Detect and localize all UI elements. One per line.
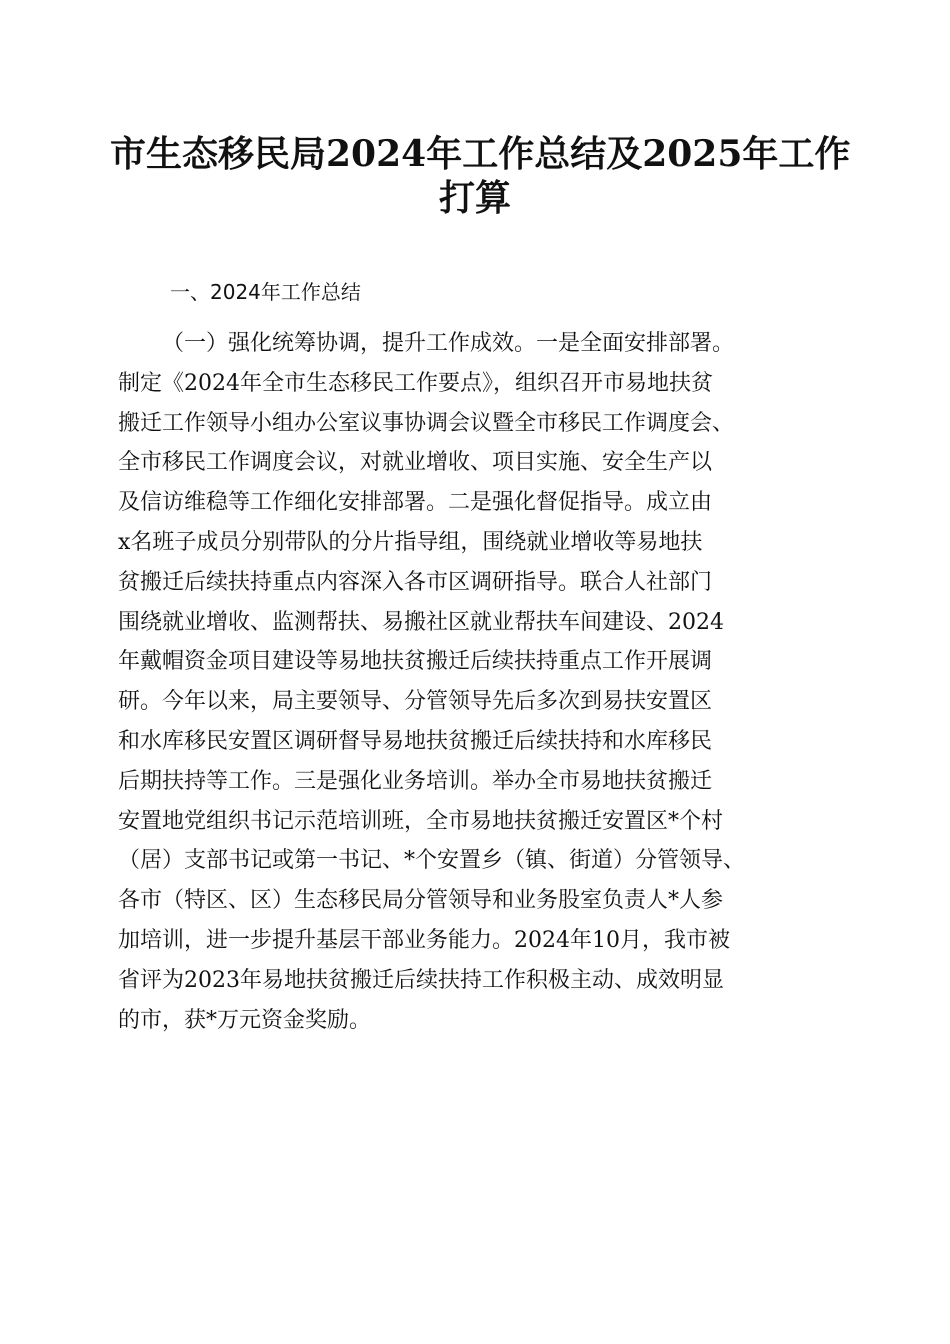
paragraph-line: 年戴帽资金项目建设等易地扶贫搬迁后续扶持重点工作开展调	[118, 649, 713, 675]
paragraph-line: 和水库移民安置区调研督导易地扶贫搬迁后续扶持和水库移民	[118, 728, 713, 754]
paragraph-line: 研。今年以来，局主要领导、分管领导先后多次到易扶安置区	[118, 689, 713, 715]
paragraph	[118, 324, 838, 1040]
paragraph-line: （居）支部书记或第一书记、*个安置乡（镇、街道）分管领导、	[118, 848, 746, 874]
paragraph-line: 省评为2023年易地扶贫搬迁后续扶持工作积极主动、成效明显	[118, 967, 724, 993]
document-title	[110, 132, 851, 220]
paragraph-line: x名班子成员分别带队的分片指导组，围绕就业增收等易地扶	[118, 529, 703, 555]
title-line: 市生态移民局2024年工作总结及2025年工作	[110, 133, 851, 175]
paragraph-line: 加培训，进一步提升基层干部业务能力。2024年10月，我市被	[118, 927, 730, 953]
paragraph-line: （一）强化统筹协调，提升工作成效。一是全面安排部署。	[162, 331, 735, 356]
paragraph-line: 围绕就业增收、监测帮扶、易搬社区就业帮扶车间建设、2024	[118, 609, 724, 635]
paragraph-line: 各市（特区、区）生态移民局分管领导和业务股室负责人*人参	[118, 888, 724, 914]
paragraph-line: 贫搬迁后续扶持重点内容深入各市区调研指导。联合人社部门	[118, 569, 713, 595]
title-line: 打算	[438, 177, 511, 219]
section-heading: 一、2024年工作总结	[170, 280, 361, 304]
paragraph-line: 安置地党组织书记示范培训班，全市易地扶贫搬迁安置区*个村	[118, 808, 724, 834]
paragraph-line: 的市，获*万元资金奖励。	[118, 1007, 372, 1033]
paragraph-line: 全市移民工作调度会议，对就业增收、项目实施、安全生产以	[118, 450, 713, 476]
paragraph-line: 搬迁工作领导小组办公室议事协调会议暨全市移民工作调度会、	[118, 410, 735, 436]
paragraph-line: 及信访维稳等工作细化安排部署。二是强化督促指导。成立由	[118, 490, 713, 516]
paragraph-line: 后期扶持等工作。三是强化业务培训。举办全市易地扶贫搬迁	[118, 768, 713, 794]
paragraph-line: 制定《2024年全市生态移民工作要点》，组织召开市易地扶贫	[118, 370, 713, 396]
